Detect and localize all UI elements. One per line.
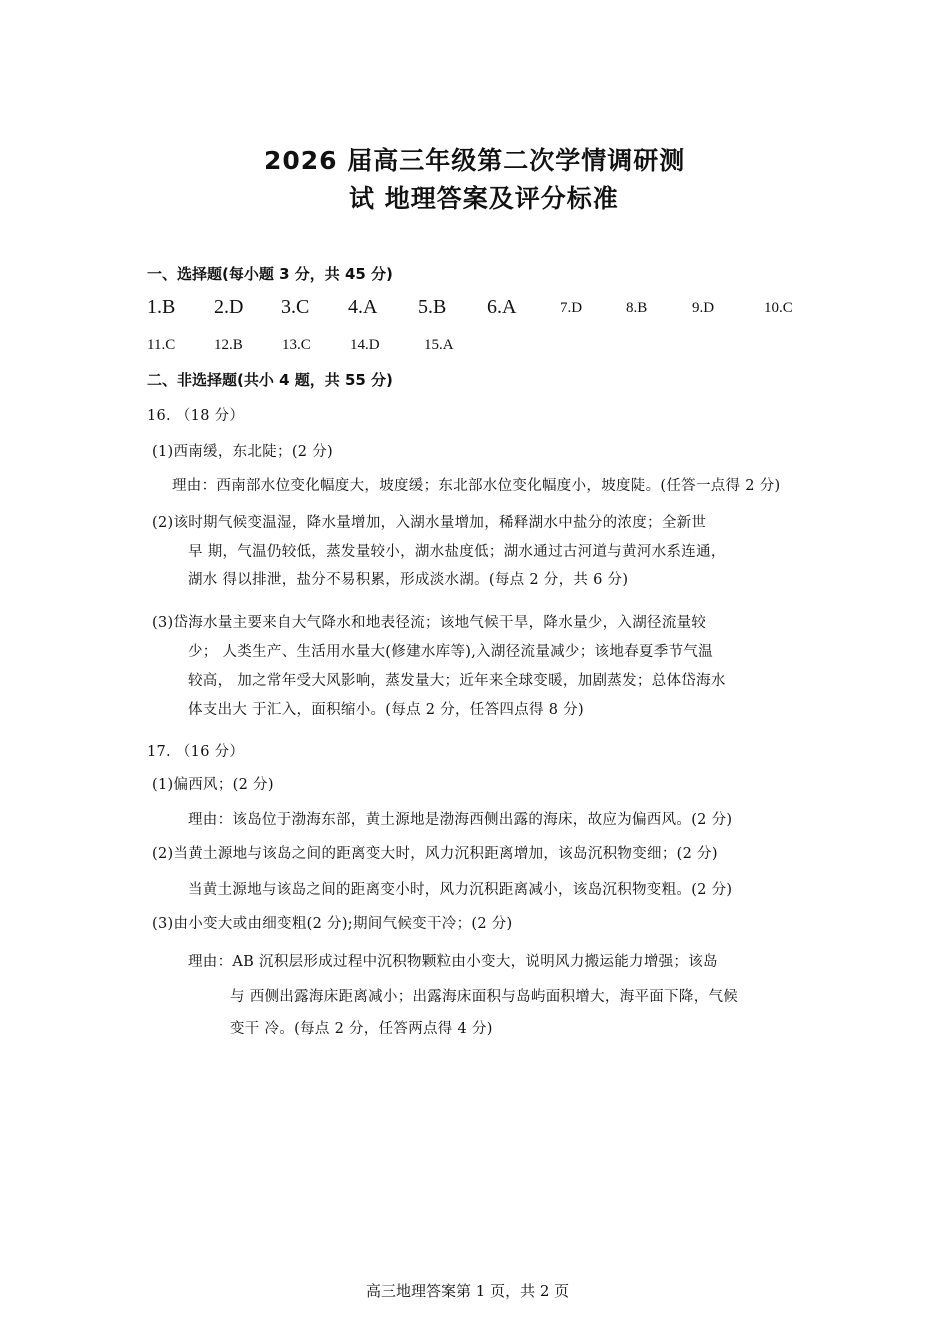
answer-3: 3.C <box>281 296 310 318</box>
q16-header: 16. （18 分） <box>147 408 245 424</box>
q16-part2-line3: 湖水 得以排泄，盐分不易积累，形成淡水湖。(每点 2 分，共 6 分) <box>188 572 629 588</box>
answer-9: 9.D <box>692 300 715 316</box>
q16-part1: (1)西南缓，东北陡；(2 分) <box>152 444 333 460</box>
answer-2: 2.D <box>214 296 244 318</box>
answer-13: 13.C <box>282 337 311 353</box>
q17-part1-reason: 理由：该岛位于渤海东部，黄土源地是渤海西侧出露的海床，故应为偏西风。(2 分) <box>188 812 733 828</box>
answer-8: 8.B <box>626 300 648 316</box>
q17-header: 17. （16 分） <box>147 744 245 760</box>
q17-part1: (1)偏西风；(2 分) <box>152 777 274 793</box>
q17-part2-line2: 当黄土源地与该岛之间的距离变小时，风力沉积距离减小，该岛沉积物变粗。(2 分) <box>188 882 733 898</box>
q17-part3: (3)由小变大或由细变粗(2 分);期间气候变干冷；(2 分) <box>152 916 513 932</box>
q16-part2-line1: (2)该时期气候变温湿，降水量增加，入湖水量增加，稀释湖水中盐分的浓度；全新世 <box>152 515 707 531</box>
q16-part2-line2: 早 期，气温仍较低，蒸发量较小，湖水盐度低；湖水通过古河道与黄河水系连通， <box>188 544 726 560</box>
q16-part1-reason: 理由：西南部水位变化幅度大，坡度缓；东北部水位变化幅度小，坡度陡。(任答一点得 2 分) <box>172 478 781 494</box>
q17-part3-reason-line3: 变干 冷。(每点 2 分，任答两点得 4 分) <box>230 1021 493 1037</box>
q16-part3-line4: 体支出大 于汇入，面积缩小。(每点 2 分，任答四点得 8 分) <box>188 702 584 718</box>
answer-15: 15.A <box>424 337 454 353</box>
section-1-heading: 一、选择题(每小题 3 分，共 45 分) <box>147 265 393 283</box>
q17-part3-reason-line1: 理由：AB 沉积层形成过程中沉积物颗粒由小变大，说明风力搬运能力增强；该岛 <box>188 954 718 970</box>
q16-part3-line2: 少； 人类生产、生活用水量大(修建水库等),入湖径流量减少；该地春夏季节气温 <box>188 644 713 660</box>
page-title-line-2: 试 地理答案及评分标准 <box>349 184 619 213</box>
q17-part3-reason-line2: 与 西侧出露海床距离减小；出露海床面积与岛屿面积增大，海平面下降，气候 <box>230 989 739 1005</box>
answer-6: 6.A <box>487 296 517 318</box>
answer-10: 10.C <box>764 300 793 316</box>
answer-7: 7.D <box>560 300 583 316</box>
page-title-line-1: 2026 届高三年级第二次学情调研测 <box>264 146 686 175</box>
page-footer: 高三地理答案第 1 页，共 2 页 <box>366 1282 570 1300</box>
answer-12: 12.B <box>214 337 243 353</box>
answer-14: 14.D <box>350 337 380 353</box>
q17-part2-line1: (2)当黄土源地与该岛之间的距离变大时，风力沉积距离增加，该岛沉积物变细；(2 分) <box>152 846 718 862</box>
answer-1: 1.B <box>147 296 176 318</box>
section-2-heading: 二、非选择题(共小 4 题，共 55 分) <box>147 371 393 389</box>
q16-part3-line3: 较高， 加之常年受大风影响，蒸发量大；近年来全球变暖，加剧蒸发；总体岱海水 <box>188 673 726 689</box>
answer-4: 4.A <box>348 296 378 318</box>
answer-5: 5.B <box>418 296 447 318</box>
answer-11: 11.C <box>147 337 176 353</box>
q16-part3-line1: (3)岱海水量主要来自大气降水和地表径流；该地气候干旱，降水量少，入湖径流量较 <box>152 615 707 631</box>
